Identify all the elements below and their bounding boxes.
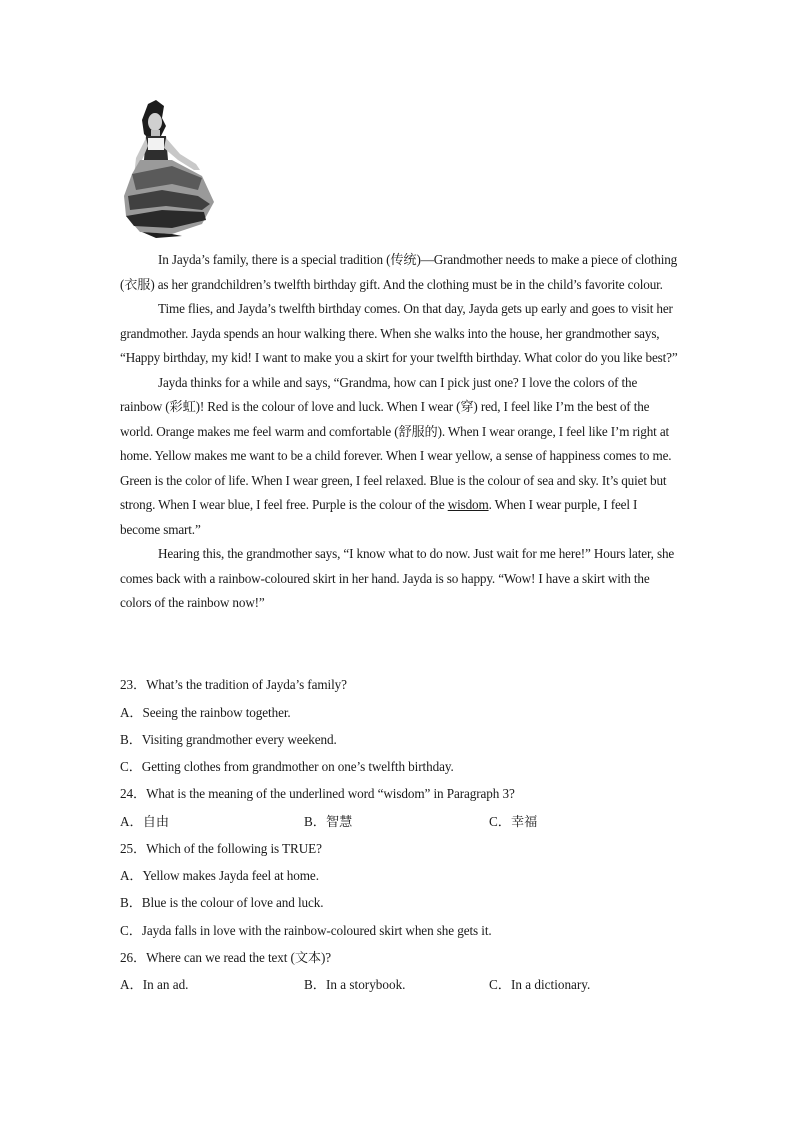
underlined-word-wisdom: wisdom <box>447 497 489 512</box>
paragraph-3-text: Jayda thinks for a while and says, “Grandma, how can I pick just one? I love the colors of the rainbow (彩虹)! Red is the colour of love and luck. When I wear (穿) red, I feel like I’m the best of the world. Orange makes me feel warm and comfortable (舒服的). When I wear orange, I feel like I’m right at home. Yellow makes me want to be a child forever. When I wear yellow, a sense of happiness comes to me. Green is the color of life. When I wear green, I feel relaxed. Blue is the colour of sea and sky. It’s quiet but strong. When I wear blue, I feel free. Purple is the colour of the <box>120 374 672 512</box>
question-23-option-c: C．Getting clothes from grandmother on one’s twelfth birthday. <box>120 759 454 774</box>
question-24-option-b: B．智慧 <box>304 814 353 829</box>
question-24-option-c: C．幸福 <box>489 814 538 829</box>
question-23-option-b: B．Visiting grandmother every weekend. <box>120 732 337 747</box>
paragraph-2: Time flies, and Jayda’s twelfth birthday comes. On that day, Jayda gets up early and goes to visit her grandmother. Jayda spends an hour walking there. When she walks into the house, her grandmother says, “Happy birthday, my kid! I want to make you a skirt for your twelfth birthday. What color do you like best?” <box>120 301 678 365</box>
question-26-option-a: A．In an ad. <box>120 977 189 992</box>
question-23-stem: 23．What’s the tradition of Jayda’s family? <box>120 677 347 692</box>
question-25-stem: 25．Which of the following is TRUE? <box>120 841 322 856</box>
question-23-option-a: A．Seeing the rainbow together. <box>120 705 291 720</box>
question-26-stem: 26．Where can we read the text (文本)? <box>120 950 332 965</box>
question-24-option-a: A．自由 <box>120 814 170 829</box>
reading-passage <box>120 248 680 616</box>
question-24-stem: 24．What is the meaning of the underlined word “wisdom” in Paragraph 3? <box>120 786 515 801</box>
paragraph-3-end: . When I wear purple, I feel I become smart.” <box>120 497 638 537</box>
girl-in-skirt-image <box>122 98 222 240</box>
paragraph-1: In Jayda’s family, there is a special tradition (传统)—Grandmother needs to make a piece of clothing (衣服) as her grandchildren’s twelfth birthday gift. And the clothing must be in the child’s favorite colour. <box>120 252 678 292</box>
paragraph-4: Hearing this, the grandmother says, “I know what to do now. Just wait for me here!” Hours later, she comes back with a rainbow-coloured skirt in her hand. Jayda is so happy. “Wow! I have a skirt with the colors of the rainbow now!” <box>120 546 675 610</box>
paragraph-3 <box>120 371 680 543</box>
question-25-option-c: C．Jayda falls in love with the rainbow-coloured skirt when she gets it. <box>120 923 492 938</box>
question-25-option-b: B．Blue is the colour of love and luck. <box>120 895 324 910</box>
question-26-option-c: C．In a dictionary. <box>489 977 591 992</box>
question-25-option-a: A．Yellow makes Jayda feel at home. <box>120 868 319 883</box>
question-26-option-b: B．In a storybook. <box>304 977 406 992</box>
